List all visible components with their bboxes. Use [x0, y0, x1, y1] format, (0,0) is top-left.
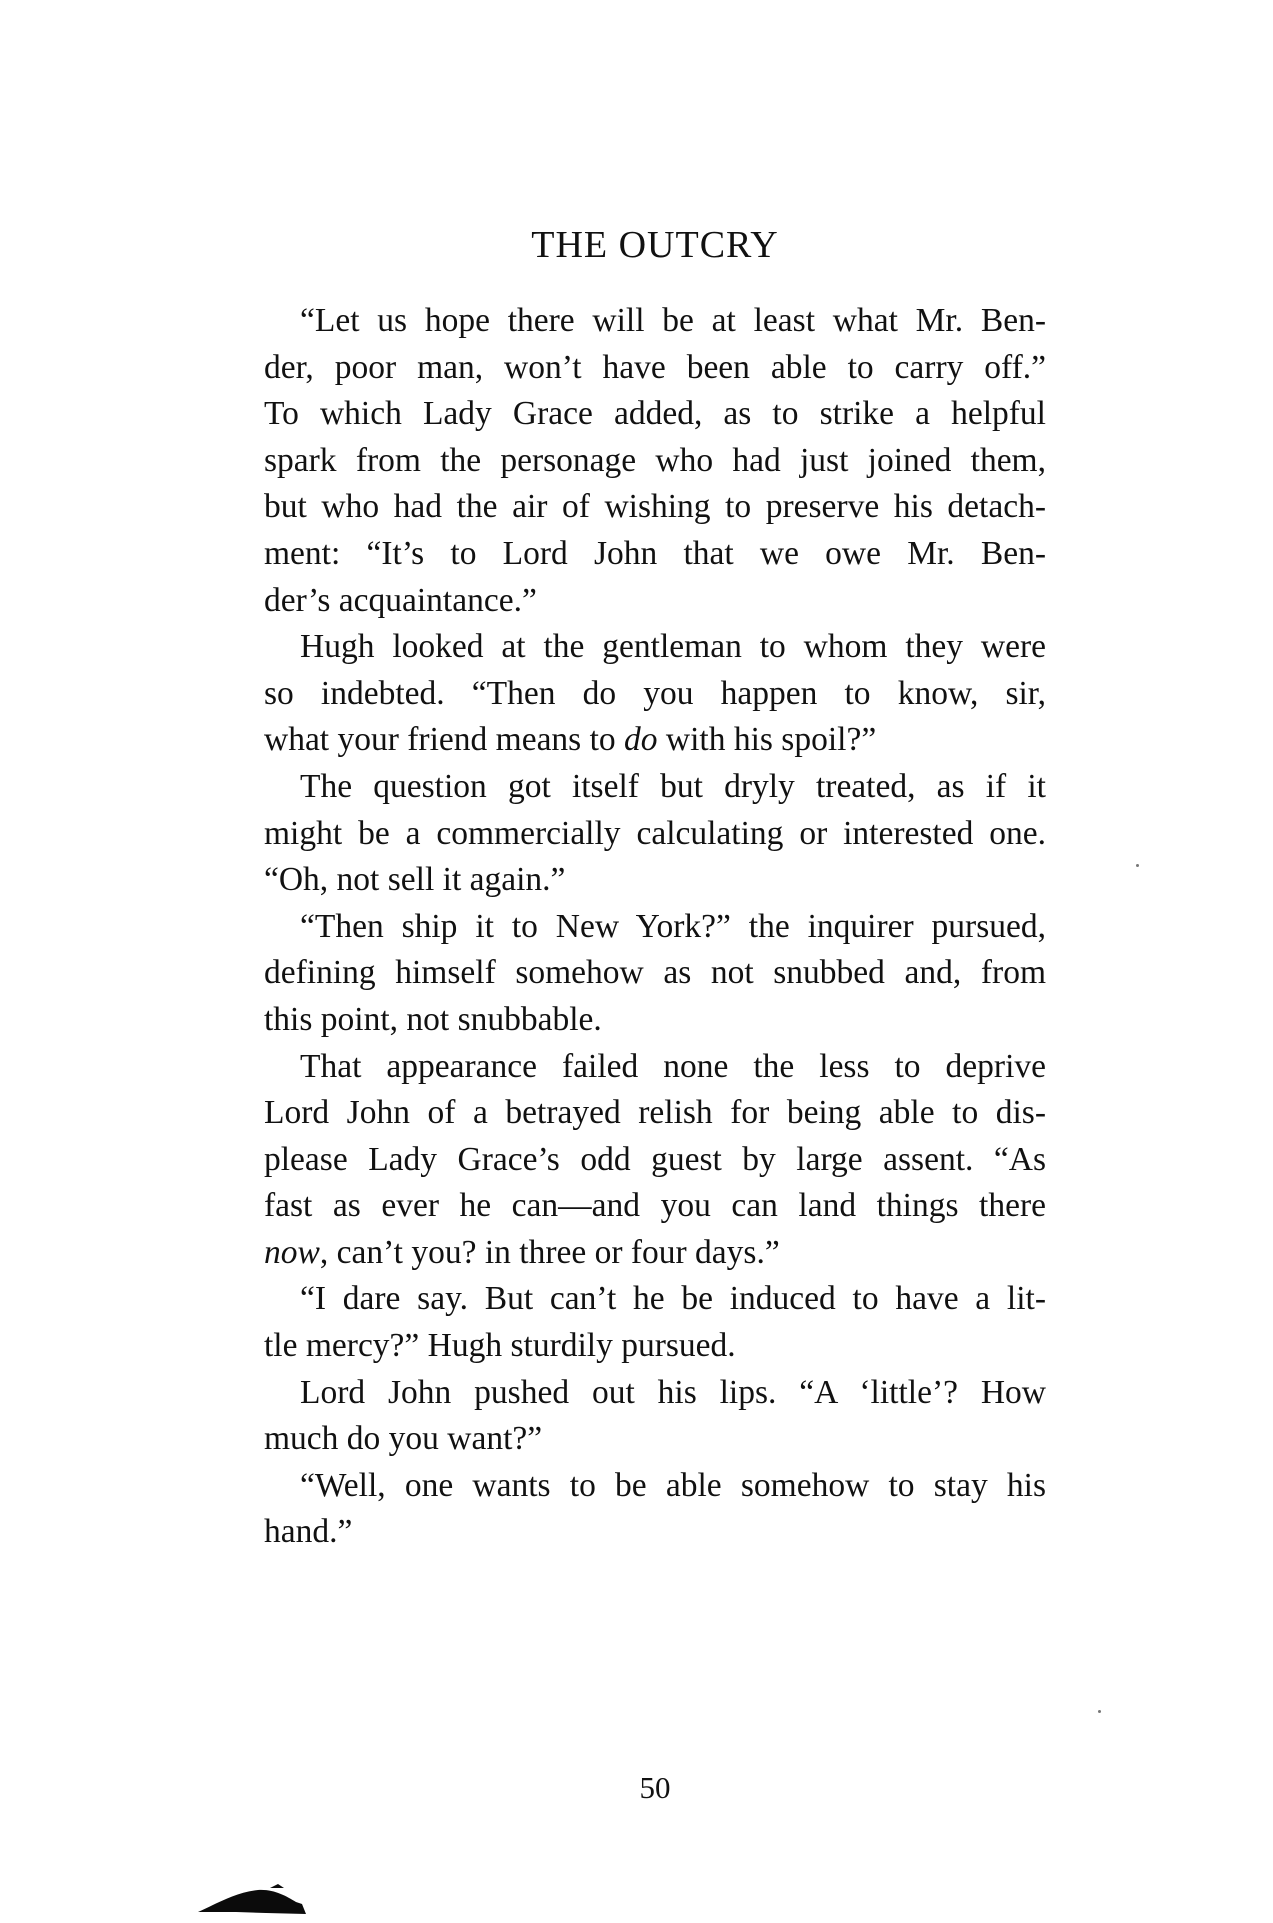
text-line: Hugh looked at the gentleman to whom they were: [300, 628, 1046, 666]
paragraph: [264, 764, 1046, 904]
paragraph: [264, 1463, 1046, 1556]
body-text: [264, 298, 1046, 1556]
paragraph: [264, 298, 1046, 624]
text-line: Lord John of a betrayed relish for being able to dis-: [264, 1094, 1046, 1132]
paragraph: [264, 1276, 1046, 1369]
paragraph: [264, 624, 1046, 764]
text-line: defining himself somehow as not snubbed and, from: [264, 954, 1046, 992]
text-line: what your friend means to do with his spoil?”: [264, 721, 877, 759]
text-line: “Oh, not sell it again.”: [264, 861, 566, 899]
text-line: That appearance failed none the less to deprive: [300, 1047, 1046, 1085]
ink-smudge-mark: [196, 1882, 308, 1916]
text-line: hand.”: [264, 1513, 353, 1551]
text-line: Lord John pushed out his lips. “A ‘little’? How: [300, 1373, 1046, 1411]
paper-speck: [1136, 864, 1139, 867]
text-line: this point, not snubbable.: [264, 1000, 602, 1038]
running-head: THE OUTCRY: [531, 224, 779, 266]
text-line: fast as ever he can—and you can land things there: [264, 1187, 1046, 1225]
text-line: tle mercy?” Hugh sturdily pursued.: [264, 1327, 736, 1365]
paragraph: [264, 904, 1046, 1044]
paragraph: [264, 1044, 1046, 1277]
text-line: might be a commercially calculating or interested one.: [264, 814, 1046, 852]
text-line: ment: “It’s to Lord John that we owe Mr. Ben-: [264, 534, 1046, 572]
text-line: The question got itself but dryly treated, as if it: [300, 767, 1046, 805]
text-line: much do you want?”: [264, 1420, 543, 1458]
text-line: please Lady Grace’s odd guest by large assent. “As: [264, 1140, 1046, 1178]
text-line: “Then ship it to New York?” the inquirer pursued,: [300, 907, 1046, 945]
text-line: “Well, one wants to be able somehow to stay his: [300, 1466, 1046, 1504]
text-line: “Let us hope there will be at least what Mr. Ben-: [300, 302, 1046, 339]
text-line: so indebted. “Then do you happen to know, sir,: [264, 674, 1046, 712]
text-line: spark from the personage who had just joined them,: [264, 441, 1046, 479]
text-line: now, can’t you? in three or four days.”: [264, 1233, 780, 1271]
text-line: der, poor man, won’t have been able to carry off.”: [264, 348, 1046, 386]
text-line: To which Lady Grace added, as to strike a helpful: [264, 395, 1046, 433]
text-line: but who had the air of wishing to preserve his detach-: [264, 488, 1046, 526]
text-line: “I dare say. But can’t he be induced to have a lit-: [300, 1280, 1046, 1318]
paper-speck: [1098, 1710, 1101, 1713]
text-line: der’s acquaintance.”: [264, 581, 537, 619]
paragraph: [264, 1370, 1046, 1463]
page-number: 50: [639, 1770, 671, 1805]
